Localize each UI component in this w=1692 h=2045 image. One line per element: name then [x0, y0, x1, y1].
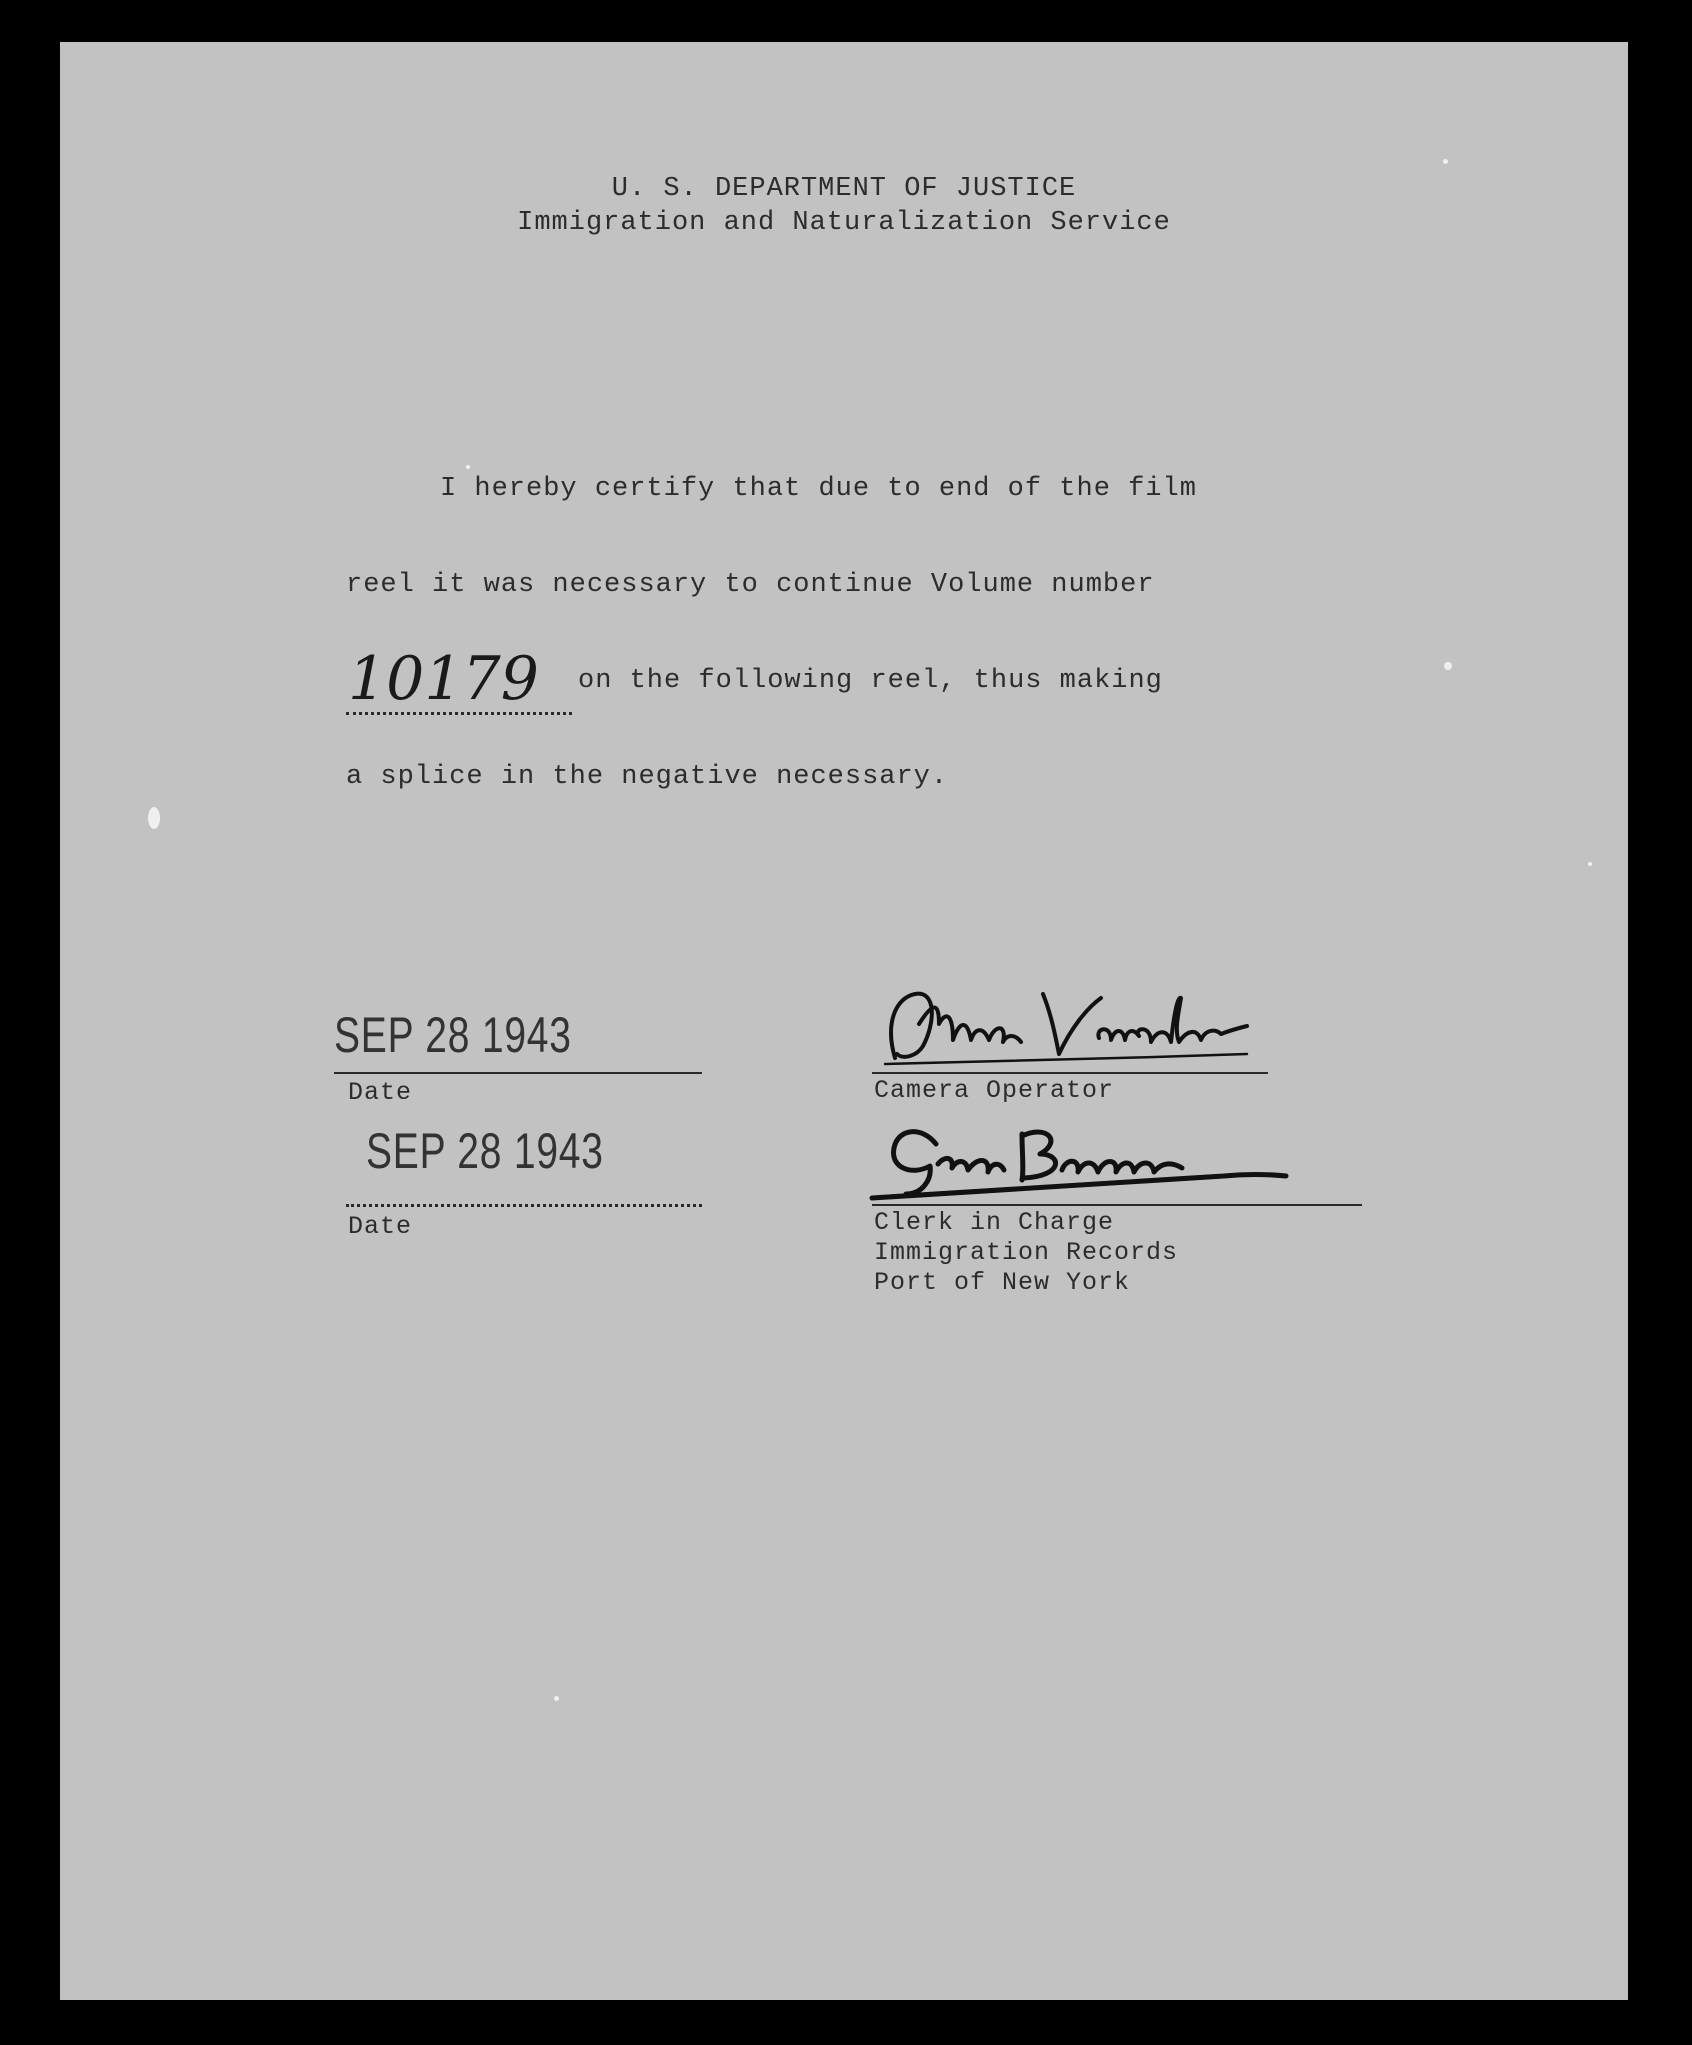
- clerk-signature-text: Geo. Baceaer: [872, 1114, 880, 1115]
- date-label-2: Date: [348, 1212, 413, 1241]
- film-speck: [1443, 159, 1448, 164]
- date-line-1: [334, 1072, 702, 1074]
- camera-operator-signature: [875, 984, 1255, 1074]
- clerk-label-location: Port of New York: [874, 1268, 1131, 1297]
- certify-line-4: a splice in the negative necessary.: [346, 762, 949, 792]
- volume-number-underline: [346, 712, 572, 715]
- camera-operator-signature-text: Anna Varada: [875, 984, 882, 985]
- date-stamp-2: SEP 28 1943: [366, 1123, 604, 1179]
- date-label-1: Date: [348, 1078, 413, 1107]
- date-stamp-1: SEP 28 1943: [334, 1007, 572, 1063]
- clerk-signature: [872, 1114, 1292, 1204]
- film-speck: [1588, 862, 1592, 866]
- date-line-2: [346, 1204, 702, 1207]
- film-speck: [466, 465, 470, 469]
- volume-number-handwritten: 10179: [348, 644, 539, 714]
- clerk-label-title: Clerk in Charge: [874, 1208, 1115, 1237]
- agency-subtitle: Immigration and Naturalization Service: [517, 208, 1171, 238]
- certify-line-3: on the following reel, thus making: [578, 666, 1163, 696]
- certify-line-1: I hereby certify that due to end of the film: [440, 474, 1197, 504]
- clerk-line: [872, 1204, 1362, 1206]
- film-speck: [1444, 662, 1452, 670]
- film-speck: [148, 807, 160, 829]
- film-speck: [554, 1696, 559, 1701]
- agency-title: U. S. DEPARTMENT OF JUSTICE: [611, 174, 1077, 204]
- camera-operator-line: [872, 1072, 1268, 1074]
- clerk-label-office: Immigration Records: [874, 1238, 1179, 1267]
- certify-line-2: reel it was necessary to continue Volume number: [346, 570, 1155, 600]
- document-page: [60, 42, 1628, 2000]
- camera-operator-label: Camera Operator: [874, 1076, 1115, 1105]
